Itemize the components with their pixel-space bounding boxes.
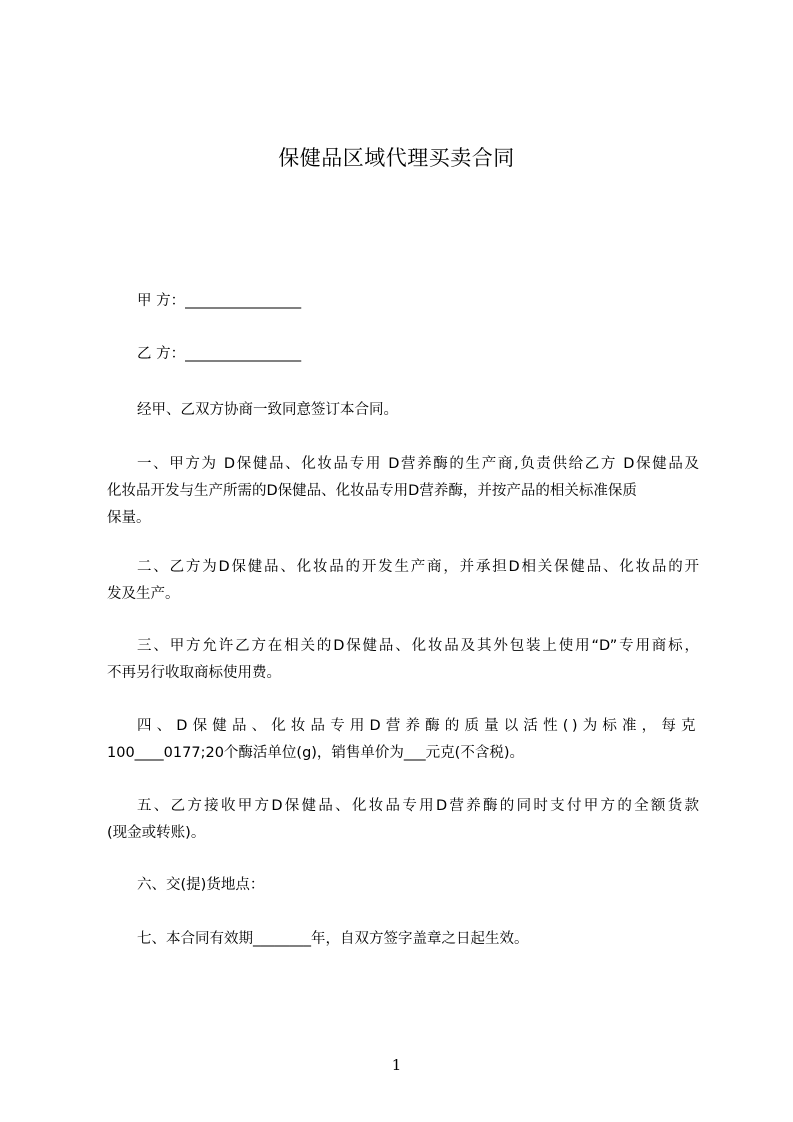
clause-1-line-3: 保量。 <box>107 510 151 526</box>
clause-4-line-1: 四、D保健品、化妆品专用D营养酶的质量以活性()为标准，每克 <box>137 718 699 734</box>
clause-5 <box>107 793 699 847</box>
clause-3 <box>107 633 699 687</box>
party-b-line: 乙 方：________________ <box>137 346 302 362</box>
intro-line: 经甲、乙双方协商一致同意签订本合同。 <box>137 402 398 418</box>
clause-5-line-1: 五、乙方接收甲方D保健品、化妆品专用D营养酶的同时支付甲方的全额货款 <box>137 798 699 814</box>
clause-4-line-2: 100____0177;20个酶活单位(g)，销售单价为___元克(不含税)。 <box>107 745 524 761</box>
clause-3-line-1: 三、甲方允许乙方在相关的D保健品、化妆品及其外包装上使用“D”专用商标， <box>137 638 699 654</box>
clause-1-line-2: 化妆品开发与生产所需的D保健品、化妆品专用D营养酶，并按产品的相关标准保质 <box>107 483 637 499</box>
clause-2 <box>107 554 699 608</box>
clause-1-line-1: 一、甲方为 D保健品、化妆品专用 D营养酶的生产商,负责供给乙方 D保健品及 <box>137 456 699 472</box>
clause-3-line-2: 不再另行收取商标使用费。 <box>107 665 281 681</box>
clause-1 <box>107 451 699 532</box>
clause-5-line-2: (现金或转账)。 <box>107 825 206 841</box>
clause-7-line: 七、本合同有效期________年，自双方签字盖章之日起生效。 <box>137 931 529 947</box>
clause-2-line-2: 发及生产。 <box>107 586 180 602</box>
page-number: 1 <box>391 1056 402 1074</box>
party-a-line: 甲 方：________________ <box>137 293 302 309</box>
clause-4 <box>107 713 699 767</box>
clause-2-line-1: 二、乙方为D保健品、化妆品的开发生产商，并承担D相关保健品、化妆品的开 <box>137 559 699 575</box>
clause-6-line: 六、交(提)货地点： <box>137 877 265 893</box>
document-title: 保健品区域代理买卖合同 <box>278 146 515 170</box>
